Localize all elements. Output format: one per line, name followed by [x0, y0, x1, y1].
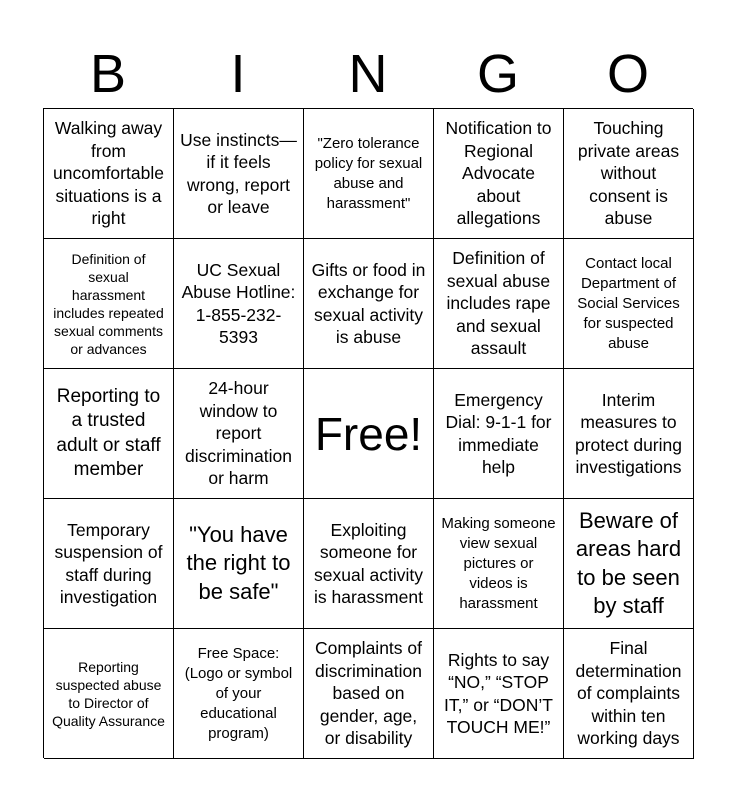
- bingo-cell[interactable]: [44, 109, 174, 239]
- header-letter-i: I: [230, 44, 246, 104]
- free-space-cell[interactable]: [304, 369, 434, 499]
- bingo-cell[interactable]: [304, 499, 434, 629]
- bingo-cell[interactable]: [304, 239, 434, 369]
- bingo-cell[interactable]: [174, 109, 304, 239]
- cell-text: Notification to Regional Advocate about allegations: [445, 118, 552, 229]
- bingo-cell[interactable]: [44, 239, 174, 369]
- cell-text: "Zero tolerance policy for sexual abuse and harassment": [314, 134, 423, 212]
- bingo-cell[interactable]: [434, 109, 564, 239]
- cell-text: Making someone view sexual pictures or videos is harassment: [441, 514, 556, 612]
- bingo-header: [43, 40, 693, 108]
- bingo-cell[interactable]: [304, 109, 434, 239]
- cell-text: Reporting suspected abuse to Director of Quality Assurance: [52, 658, 165, 729]
- bingo-cell[interactable]: [174, 629, 304, 759]
- cell-text: Emergency Dial: 9-1-1 for immediate help: [445, 389, 552, 477]
- bingo-cell[interactable]: [174, 239, 304, 369]
- cell-text: Touching private areas without consent is abuse: [577, 118, 680, 229]
- free-space-text: Free!: [314, 407, 423, 460]
- cell-text: Exploiting someone for sexual activity is harassment: [314, 519, 423, 607]
- header-letter-o: O: [606, 44, 649, 104]
- bingo-cell[interactable]: [564, 629, 694, 759]
- bingo-cell[interactable]: [564, 499, 694, 629]
- bingo-cell[interactable]: [564, 239, 694, 369]
- bingo-cell[interactable]: [434, 369, 564, 499]
- cell-text: Beware of areas hard to be seen by staff: [575, 507, 682, 618]
- bingo-cell[interactable]: [174, 499, 304, 629]
- cell-text: UC Sexual Abuse Hotline: 1-855-232-5393: [181, 259, 296, 347]
- bingo-cell[interactable]: [434, 239, 564, 369]
- cell-text: Interim measures to protect during investigations: [574, 389, 682, 477]
- cell-text: Temporary suspension of staff during investigation: [54, 519, 163, 607]
- bingo-cell[interactable]: [564, 109, 694, 239]
- cell-text: Final determination of complaints within ten working days: [575, 638, 682, 749]
- cell-text: Rights to say “NO,” “STOP IT,” or “DON’T TOUCH ME!”: [444, 649, 553, 737]
- header-letter-g: G: [476, 44, 519, 104]
- bingo-cell[interactable]: [174, 369, 304, 499]
- cell-text: Complaints of discrimination based on gender, age, or disability: [315, 638, 422, 749]
- cell-text: Gifts or food in exchange for sexual activity is abuse: [311, 259, 426, 347]
- bingo-cell[interactable]: [304, 629, 434, 759]
- cell-text: 24-hour window to report discrimination or harm: [185, 378, 292, 489]
- cell-text: "You have the right to be safe": [186, 521, 291, 604]
- bingo-cell[interactable]: [434, 499, 564, 629]
- bingo-cell[interactable]: [564, 369, 694, 499]
- cell-text: Reporting to a trusted adult or staff member: [56, 385, 161, 480]
- header-letter-b: B: [89, 44, 127, 104]
- cell-text: Free Space: (Logo or symbol of your educational program): [184, 644, 293, 742]
- bingo-cell[interactable]: [44, 369, 174, 499]
- cell-text: Definition of sexual harassment includes repeated sexual comments or advances: [53, 250, 164, 357]
- cell-text: Contact local Department of Social Services for suspected abuse: [577, 254, 680, 352]
- cell-text: Use instincts—if it feels wrong, report or leave: [180, 129, 297, 217]
- header-letter-n: N: [348, 44, 388, 104]
- cell-text: Walking away from uncomfortable situations is a right: [53, 118, 164, 229]
- bingo-cell[interactable]: [434, 629, 564, 759]
- bingo-cell[interactable]: [44, 499, 174, 629]
- cell-text: Definition of sexual abuse includes rape and sexual assault: [446, 248, 551, 359]
- bingo-grid: [43, 108, 693, 758]
- bingo-cell[interactable]: [44, 629, 174, 759]
